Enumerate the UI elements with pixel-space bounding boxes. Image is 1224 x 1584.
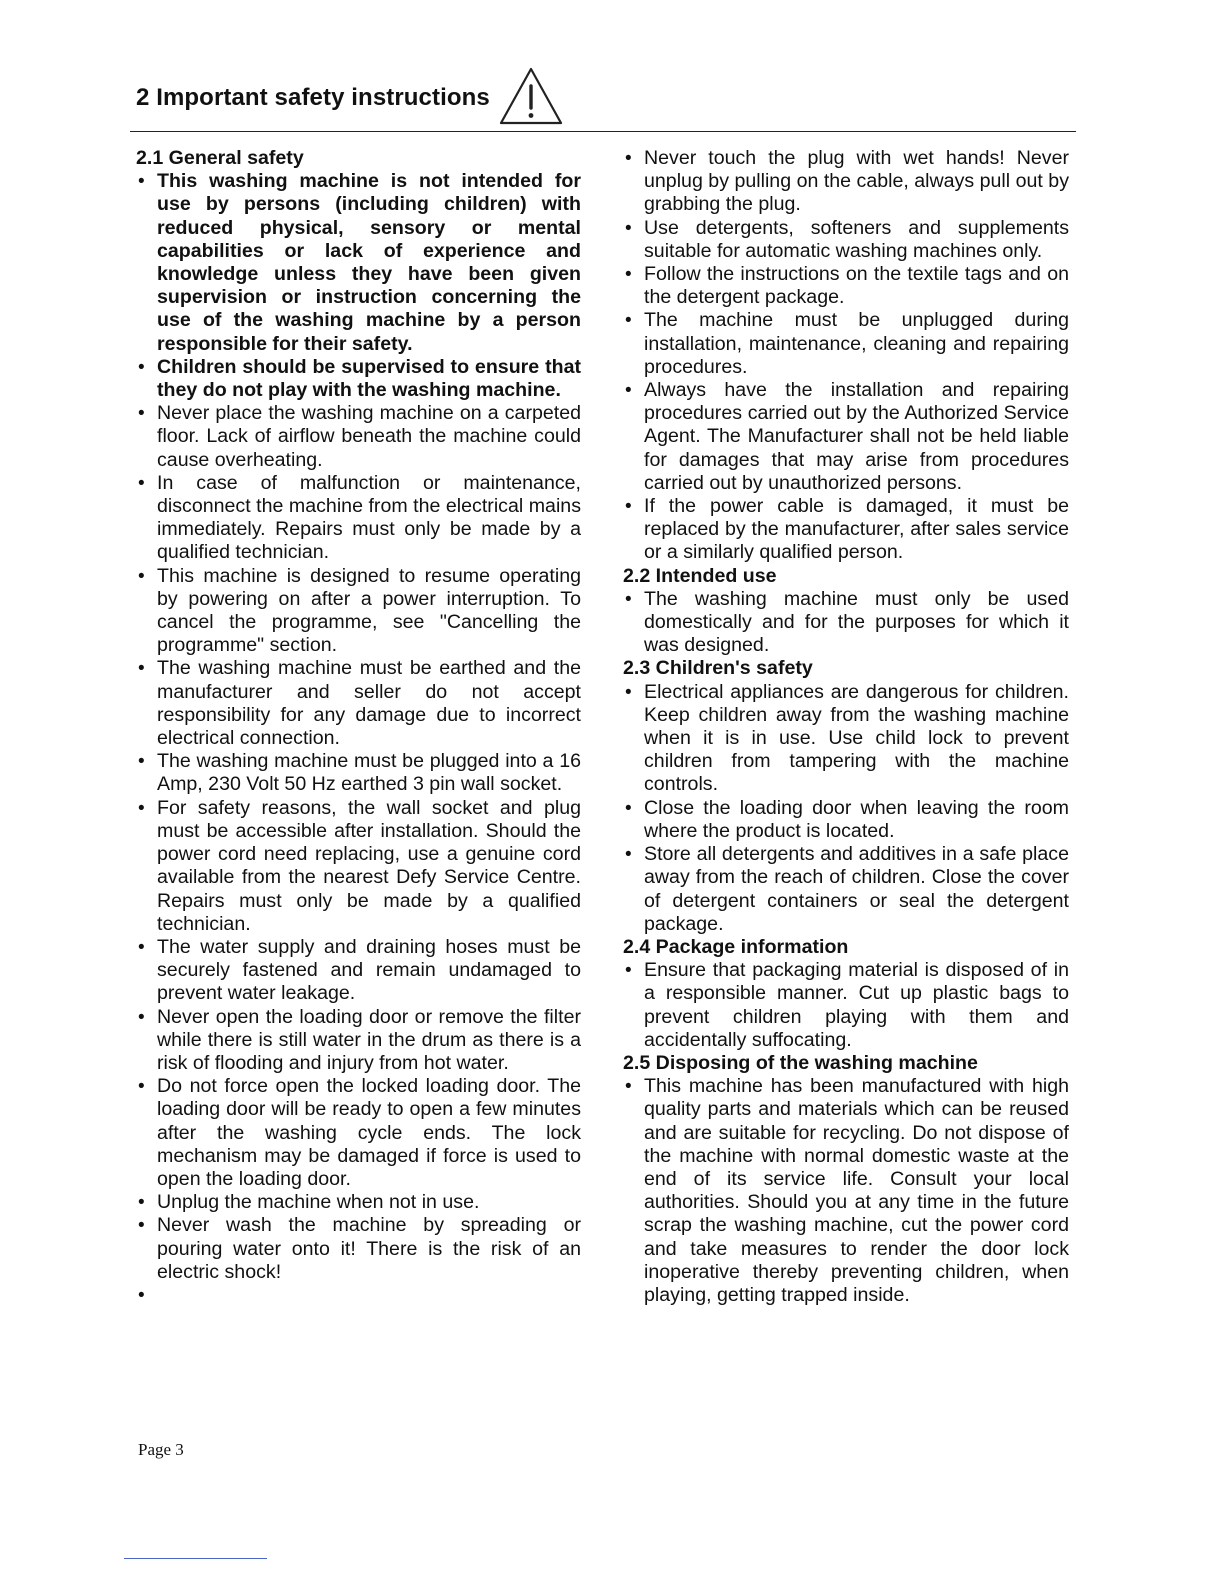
list-item: • The washing machine must be earthed and the manufacturer and seller do not accept responsibility for any damage due to incorrect electrical connection. — [136, 657, 581, 750]
list-item: • Never open the loading door or remove the filter while there is still water in the drum as there is a risk of flooding and injury from hot water. — [136, 1006, 581, 1076]
page-header — [136, 62, 564, 134]
list-item: • This machine has been manufactured with high quality parts and materials which can be reused and are suitable for recycling. Do not dispose of the machine with normal domestic waste at the end of its service life. Consult your local authorities. Should you at any time in the future scrap the washing machine, cut the power cord and take measures to render the door lock inoperative thereby preventing children, when playing, getting trapped inside. — [623, 1075, 1069, 1307]
general-safety-list-continued — [623, 147, 1069, 565]
left-column — [136, 147, 581, 1307]
list-item: • In case of malfunction or maintenance, disconnect the machine from the electrical mains immediately. Repairs must only be made by a qualified technician. — [136, 472, 581, 565]
section-heading-intended-use: 2.2 Intended use — [623, 564, 777, 587]
list-item: • Follow the instructions on the textile tags and on the detergent package. — [623, 263, 1069, 309]
page-number: Page 3 — [138, 1440, 184, 1459]
list-item: • Never wash the machine by spreading or pouring water onto it! There is the risk of an electric shock! — [136, 1214, 581, 1284]
list-item: • The machine must be unplugged during installation, maintenance, cleaning and repairing procedures. — [623, 309, 1069, 379]
list-item: • This washing machine is not intended for use by persons (including children) with reduced physical, sensory or mental capabilities or lack of experience and knowledge unless they have been given supervision or instruction concerning the use of the washing machine by a person responsible for their safety. — [136, 170, 581, 356]
general-safety-list — [136, 170, 581, 1307]
list-item: • Never place the washing machine on a carpeted floor. Lack of airflow beneath the machine could cause overheating. — [136, 402, 581, 472]
section-heading-childrens-safety: 2.3 Children's safety — [623, 657, 813, 680]
footnote-separator — [124, 1558, 267, 1559]
list-item: • Use detergents, softeners and supplements suitable for automatic washing machines only. — [623, 217, 1069, 263]
list-item: • The washing machine must be plugged into a 16 Amp, 230 Volt 50 Hz earthed 3 pin wall socket. — [136, 750, 581, 796]
section-heading-general-safety: 2.1 General safety — [136, 147, 304, 169]
section-heading-package-information: 2.4 Package information — [623, 935, 849, 958]
childrens-safety-list — [623, 681, 1069, 936]
intended-use-list — [623, 588, 1069, 658]
header-divider — [130, 131, 1076, 132]
list-item: • For safety reasons, the wall socket and plug must be accessible after installation. Should the power cord need replacing, use a genuine cord available from the nearest Defy Service Centre. Repairs must only be made by a qualified technician. — [136, 797, 581, 936]
section-heading-disposing: 2.5 Disposing of the washing machine — [623, 1051, 978, 1074]
list-item: • Ensure that packaging material is disposed of in a responsible manner. Cut up plastic bags to prevent children playing with them and accidentally suffocating. — [623, 959, 1069, 1052]
page-title: 2 Important safety instructions — [136, 84, 490, 111]
list-item: • This machine is designed to resume operating by powering on after a power interruption. To cancel the programme, see "Cancelling the programme" section. — [136, 565, 581, 658]
package-information-list — [623, 959, 1069, 1052]
list-item: • The washing machine must only be used domestically and for the purposes for which it was designed. — [623, 588, 1069, 658]
empty-list-item — [136, 1284, 581, 1307]
list-item: • Always have the installation and repairing procedures carried out by the Authorized Service Agent. The Manufacturer shall not be held liable for damages that may arise from procedures carried out by unauthorized persons. — [623, 379, 1069, 495]
list-item: • The water supply and draining hoses must be securely fastened and remain undamaged to prevent water leakage. — [136, 936, 581, 1006]
list-item: • Unplug the machine when not in use. — [136, 1191, 581, 1214]
list-item: • If the power cable is damaged, it must be replaced by the manufacturer, after sales service or a similarly qualified person. — [623, 495, 1069, 565]
list-item: • Store all detergents and additives in a safe place away from the reach of children. Close the cover of detergent containers or seal the detergent package. — [623, 843, 1069, 936]
disposing-list — [623, 1075, 1069, 1307]
list-item: • Do not force open the locked loading door. The loading door will be ready to open a few minutes after the washing cycle ends. The lock mechanism may be damaged if force is used to open the loading door. — [136, 1075, 581, 1191]
list-item: • Never touch the plug with wet hands! Never unplug by pulling on the cable, always pull out by grabbing the plug. — [623, 147, 1069, 217]
list-item: • Close the loading door when leaving the room where the product is located. — [623, 797, 1069, 843]
list-item: • Children should be supervised to ensure that they do not play with the washing machine. — [136, 356, 581, 402]
list-item: • Electrical appliances are dangerous for children. Keep children away from the washing machine when it is in use. Use child lock to prevent children from tampering with the machine controls. — [623, 681, 1069, 797]
warning-triangle-icon — [498, 66, 564, 126]
right-column — [623, 147, 1069, 1307]
